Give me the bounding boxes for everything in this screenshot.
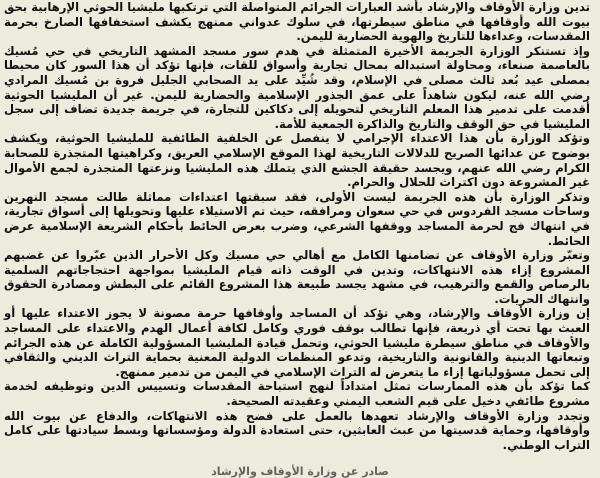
paragraph-6: إن وزارة الأوقاف والإرشاد، وهي تؤكد أن المساجد وأوقافها حرمة مصونة لا يجوز الاعتداء عليها أو العبث بها تحت أي ذريعة، فإنها تطالب بوقف فوري وكامل لكافة أعمال الهدم والاعتداء على المساجد والأوقاف في مناطق سيطرة مليشيا الحوثي، وتحمل قيادة المليشيا المسؤولية الكاملة عن هذه الجرائم وتبعاتها الدينية والقانونية والتاريخية، وتدعو المنظمات الدولية المعنية بحماية التراث الديني والثقافي إلى تحمل مسؤولياتها إزاء ما يتعرض له التراث الإسلامي في اليمن من تدمير ممنهج.	[4, 306, 590, 379]
paragraph-1: تدين وزارة الأوقاف والإرشاد بأشد العبارات الجرائم المتواصلة التي ترتكبها مليشيا الحوثي الإرهابية بحق بيوت الله وأوقافها في مناطق سيطرتها، في سلوك عدواني ممنهج يكشف استخفافها الصارخ بحرمة المقدسات، وعداءها للتاريخ والهوية الحضارية لليمن.	[4, 0, 590, 44]
statement-body	[4, 0, 590, 452]
paragraph-4: وتذكر الوزارة بأن هذه الجريمة ليست الأولى، فقد سبقتها اعتداءات مماثلة طالت مسجد النهرين وساحات مسجد الفردوس في حي سعوان ومرافقه، حيث تم الاستيلاء عليها وتحويلها إلى أسواق تجارية، في انتهاك فج لحرمة المساجد ووقفها الشرعي، وضرب بعرض الحائط بأحكام الشريعة الإسلامية عرض الحائط.	[4, 189, 590, 248]
paragraph-2: وإذ تستنكر الوزارة الجريمة الأخيرة المتمثلة في هدم سور مسجد المشهد التاريخي في حي مُسيك بالعاصمة صنعاء، ومحاولة استبداله بمحال تجارية وأسواق للقات، فإنها تؤكد أن هذا السور كان محيطا بمصلى عيد بُعد ثالث مصلى في الإسلام، وقد شُيِّد على يد الصحابي الجليل فروة بن مُسيك المرادي رضي الله عنه، ليكون شاهداً على عمق الجذور الإسلامية والحضارية لليمن. غير أن المليشيا الحوثية أقدمت على تدمير هذا المعلم التاريخي لتحويله إلى دكاكين للتجارة، في جريمة جديدة تضاف إلى سجل المليشيا في حق الوقف والتاريخ والذاكرة الجمعية للأمة.	[4, 43, 590, 131]
paragraph-7: كما تؤكد بأن هذه الممارسات تمثل امتداداً لنهج استباحة المقدسات وتسييس الدين وتوظيفه لخدمة مشروع طائفي دخيل على قيم الشعب اليمني وعقيدته الصحيحة.	[4, 379, 590, 409]
paragraph-3: وتؤكد الوزارة بأن هذا الاعتداء الإجرامي لا ينفصل عن الخلفية الطائفية للمليشيا الحوثية، ويكشف بوضوح عن عدائها الصريح للدلالات التاريخية لهذا الموقع الإسلامي العريق، وكراهيتها المتجذرة للصحابة الكرام رضي الله عنهم، ويجسد حقيقة الجشع الذي يتملك هذه المليشيا ونزعتها المتجذرة لجمع الأموال غير المشروعة دون اكتراث للحلال والحرام.	[4, 131, 590, 190]
footer-partial-line: صادر عن وزارة الأوقاف والإرشاد	[211, 465, 389, 478]
paragraph-5: وتعبّر وزارة الأوقاف عن تضامنها الكامل مع أهالي حي مسيك وكل الأحرار الذين عبّروا عن غضبهم المشروع إزاء هذه الانتهاكات، وتدين في الوقت ذاته قيام المليشيا بمواجهة احتجاجاتهم السلمية بالرصاص والقمع والترهيب، في مشهد يجسد طبيعة هذا المشروع القائم على البطش ومصادرة الحقوق وانتهاك الحريات.	[4, 248, 590, 306]
paragraph-8: وتجدد وزارة الأوقاف والإرشاد تعهدها بالعمل على فضح هذه الانتهاكات، والدفاع عن بيوت الله وأوقافها، وحماية قدسيتها من عبث العابثين، حتى استعادة الدولة ومؤسساتها وبسط سيادتها على كامل التراب الوطني.	[4, 408, 590, 452]
